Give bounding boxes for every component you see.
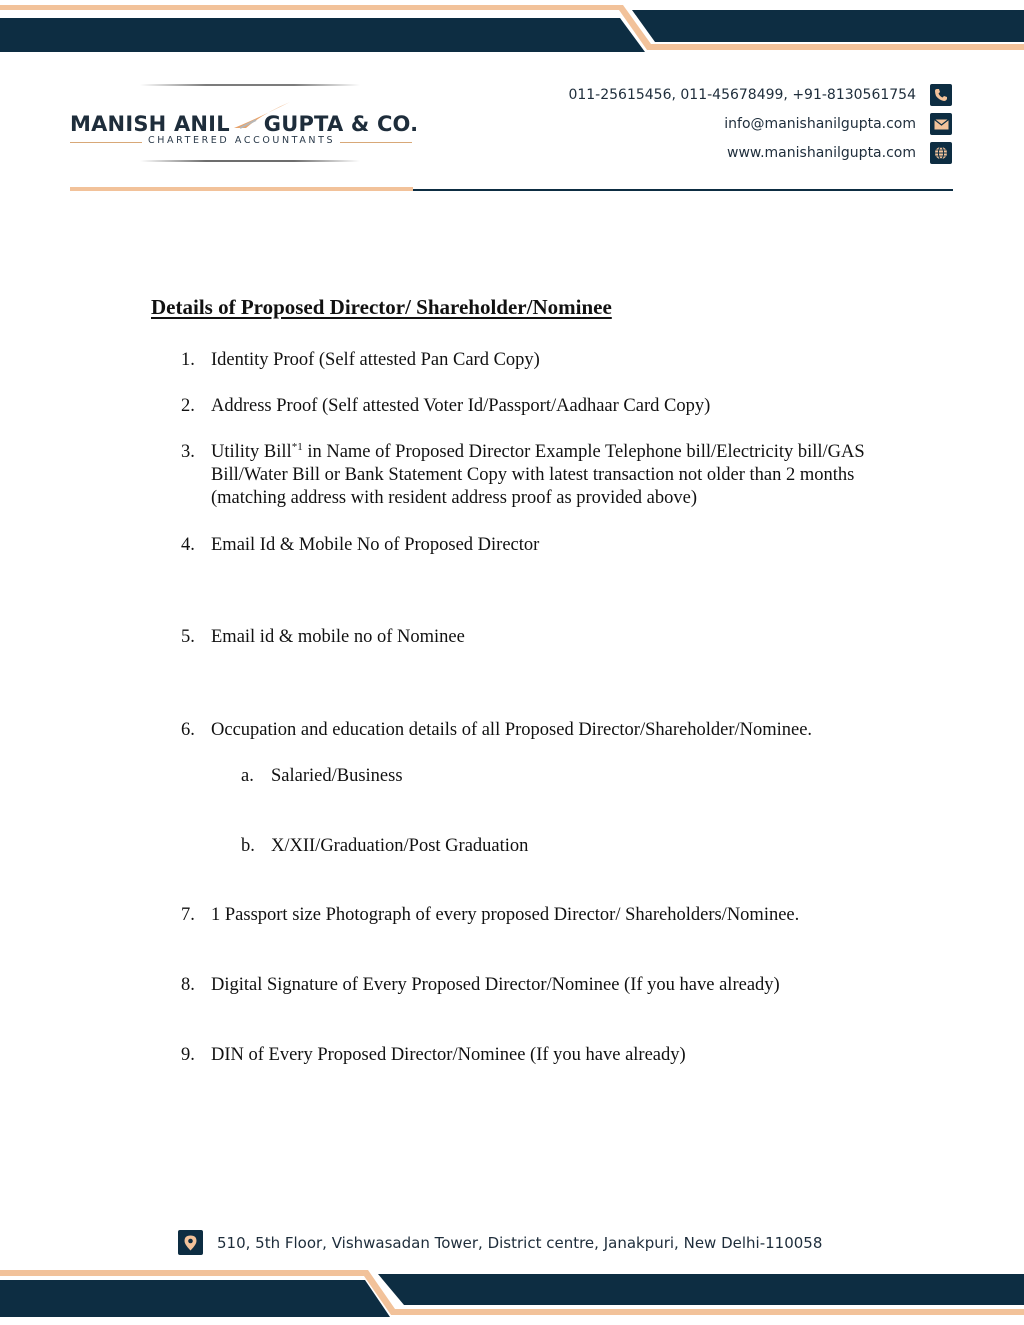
list-item-number: 7. (181, 905, 195, 925)
list-item (181, 441, 891, 510)
list-item-text-part: in Name of Proposed Director Example Telephone bill/Electricity bill/GAS Bill/Water Bill or Bank Statement Copy with latest transaction not older than 2 months (matching address with resident address proof as provided above) (211, 442, 865, 508)
list-item (181, 626, 891, 649)
footer-band (0, 1265, 1024, 1325)
contact-website-row (727, 142, 952, 164)
logo-rule-left (70, 142, 142, 143)
contact-phone: 011-25615456, 011-45678499, +91-8130561754 (568, 87, 916, 103)
list-item (181, 534, 891, 557)
list-item-text: Digital Signature of Every Proposed Director/Nominee (If you have already) (211, 975, 780, 995)
contact-email: info@manishanilgupta.com (724, 116, 916, 132)
logo-top-line (140, 84, 360, 86)
firm-logo (70, 84, 419, 164)
list-item-text: DIN of Every Proposed Director/Nominee (If you have already) (211, 1045, 686, 1065)
contact-website: www.manishanilgupta.com (727, 145, 916, 161)
list-item-number: 4. (181, 535, 195, 555)
firm-name-part1: MANISH ANIL (70, 112, 230, 136)
list-item-text: 1 Passport size Photograph of every proposed Director/ Shareholders/Nominee. (211, 905, 800, 925)
list-item (181, 974, 891, 997)
sub-list-item (241, 835, 528, 858)
list-item-text: Email Id & Mobile No of Proposed Director (211, 535, 540, 555)
list-item-number: 5. (181, 627, 195, 647)
firm-subtitle: CHARTERED ACCOUNTANTS (148, 135, 336, 146)
contact-email-row (724, 113, 952, 135)
list-item-number: 9. (181, 1045, 195, 1065)
firm-name (70, 112, 418, 136)
list-item (181, 395, 891, 418)
phone-icon (930, 84, 952, 106)
sub-list-item-letter: b. (241, 836, 255, 856)
list-item-number: 2. (181, 396, 195, 416)
header-rule-line (413, 189, 953, 191)
list-item-text: Email id & mobile no of Nominee (211, 627, 465, 647)
footer-address: 510, 5th Floor, Vishwasadan Tower, District centre, Janakpuri, New Delhi-110058 (217, 1233, 823, 1252)
list-item-text: Identity Proof (Self attested Pan Card Copy) (211, 350, 540, 370)
header-band (0, 0, 1024, 60)
header-rule-accent (70, 187, 413, 191)
list-item (181, 349, 891, 372)
sub-list-item-letter: a. (241, 766, 254, 786)
logo-rule-right (340, 142, 412, 143)
firm-name-part2: GUPTA & CO. (263, 112, 419, 136)
sub-list-item-text: X/XII/Graduation/Post Graduation (271, 836, 529, 856)
location-pin-icon (178, 1230, 203, 1255)
globe-icon (930, 142, 952, 164)
list-item-number: 6. (181, 720, 195, 740)
mail-icon (930, 113, 952, 135)
logo-bottom-line (140, 160, 360, 162)
sub-list-item-text: Salaried/Business (271, 766, 403, 786)
list-item-text: Address Proof (Self attested Voter Id/Passport/Aadhaar Card Copy) (211, 396, 711, 416)
list-item (181, 1044, 891, 1067)
contact-phone-row (568, 84, 952, 106)
list-item-text-part: Utility Bill (211, 442, 292, 462)
list-item (181, 719, 891, 742)
list-item-text (211, 441, 891, 510)
list-item-number: 3. (181, 442, 195, 462)
list-item-text: Occupation and education details of all Proposed Director/Shareholder/Nominee. (211, 720, 813, 740)
document-title: Details of Proposed Director/ Shareholder/Nominee (151, 295, 612, 319)
list-item-number: 1. (181, 350, 195, 370)
list-item (181, 904, 891, 927)
list-item-number: 8. (181, 975, 195, 995)
sub-list-item (241, 765, 403, 788)
footer-address-row (178, 1230, 822, 1255)
footnote-marker: *1 (291, 441, 303, 453)
